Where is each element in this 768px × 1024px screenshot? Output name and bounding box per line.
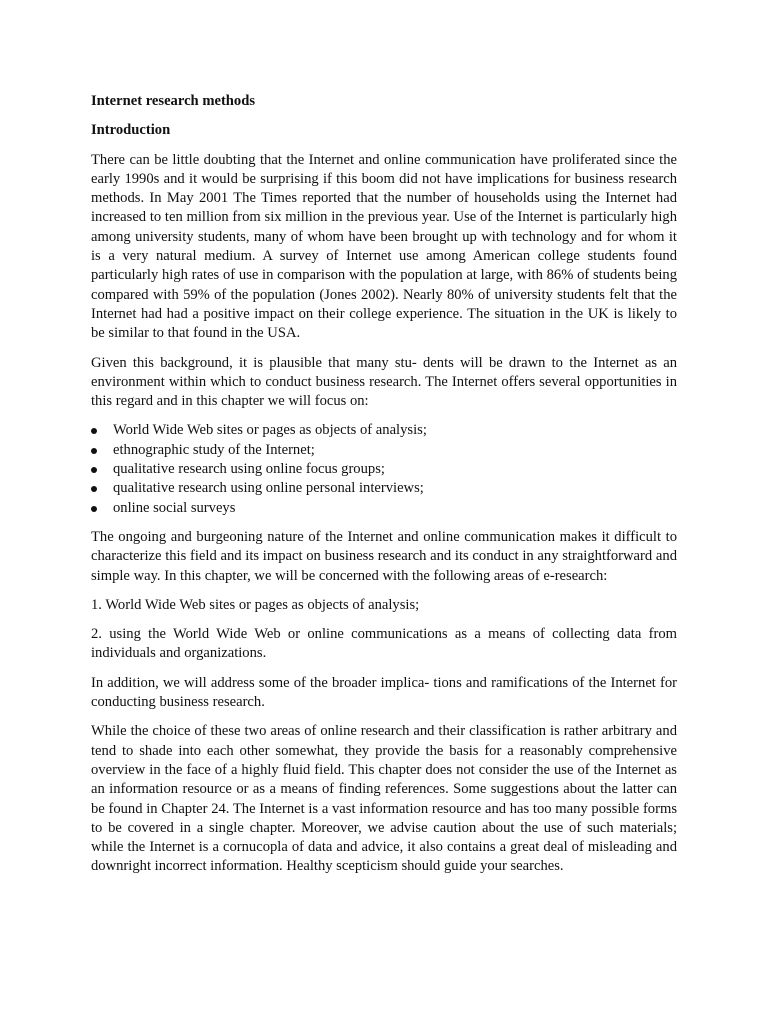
- list-item-text: ethnographic study of the Internet;: [113, 441, 315, 458]
- paragraph-area-1: 1. World Wide Web sites or pages as objects of analysis;: [91, 596, 420, 613]
- bullet-icon: [91, 448, 97, 454]
- paragraph-background: Given this background, it is plausible that many stu- dents will be drawn to the Internet as an environment within which to conduct business research. The Internet offers several opportunities in this regard and in this chapter we will focus on:: [91, 354, 677, 410]
- document-title: Internet research methods: [91, 93, 256, 109]
- list-item: [91, 479, 677, 498]
- list-item: [91, 499, 677, 518]
- list-item: [91, 441, 677, 460]
- paragraph-area-2: 2. using the World Wide Web or online communications as a means of collecting data from individuals and organizations.: [91, 626, 677, 662]
- list-item-text: online social surveys: [113, 499, 236, 516]
- list-item: [91, 421, 677, 440]
- paragraph-intro: There can be little doubting that the Internet and online communication have proliferated since the early 1990s and it would be surprising if this boom did not have implications for business research methods. In May 2001 The Times reported that the number of households using the Internet had increased to ten million from six million in the previous year. Use of the Internet is particularly high among university students, many of whom have been brought up with technology and for whom it is a very natural medium. A survey of Internet use among American college students found particularly high rates of use in comparison with the population at large, with 86% of students being compared with 59% of the population (Jones 2002). Nearly 80% of university students felt that the Internet had had a positive impact on their college experience. The situation in the UK is likely to be similar to that found in the USA.: [91, 151, 677, 342]
- paragraph-ongoing: The ongoing and burgeoning nature of the Internet and online communication makes it difficult to characterize this field and its impact on business research and its conduct in any straightforward and simple way. In this chapter, we will be concerned with the following areas of e-research:: [91, 528, 677, 584]
- bullet-icon: [91, 467, 97, 473]
- list-item: [91, 460, 677, 479]
- paragraph-addition: In addition, we will address some of the broader implica- tions and ramifications of the Internet for conducting business research.: [91, 674, 677, 711]
- list-item-text: World Wide Web sites or pages as objects of analysis;: [113, 422, 427, 439]
- list-item-text: qualitative research using online personal interviews;: [113, 480, 424, 497]
- bullet-icon: [91, 486, 97, 492]
- focus-list: [91, 421, 677, 517]
- section-heading: Introduction: [91, 122, 171, 139]
- list-item-text: qualitative research using online focus groups;: [113, 461, 385, 478]
- bullet-icon: [91, 506, 97, 512]
- bullet-icon: [91, 428, 97, 434]
- paragraph-classification: While the choice of these two areas of online research and their classification is rather arbitrary and tend to shade into each other somewhat, they provide the basis for a reasonably comprehensive overview in the face of a highly fluid field. This chapter does not consider the use of the Internet as an information resource or as a means of finding references. Some suggestions about the latter can be found in Chapter 24. The Internet is a vast information resource and has too many possible forms to be covered in a single chapter. Moreover, we advise caution about the use of such materials; while the Internet is a cornucopla of data and advice, it also contains a great deal of misleading and downright incorrect information. Healthy scepticism should guide your searches.: [91, 723, 677, 875]
- document-page: [91, 92, 677, 887]
